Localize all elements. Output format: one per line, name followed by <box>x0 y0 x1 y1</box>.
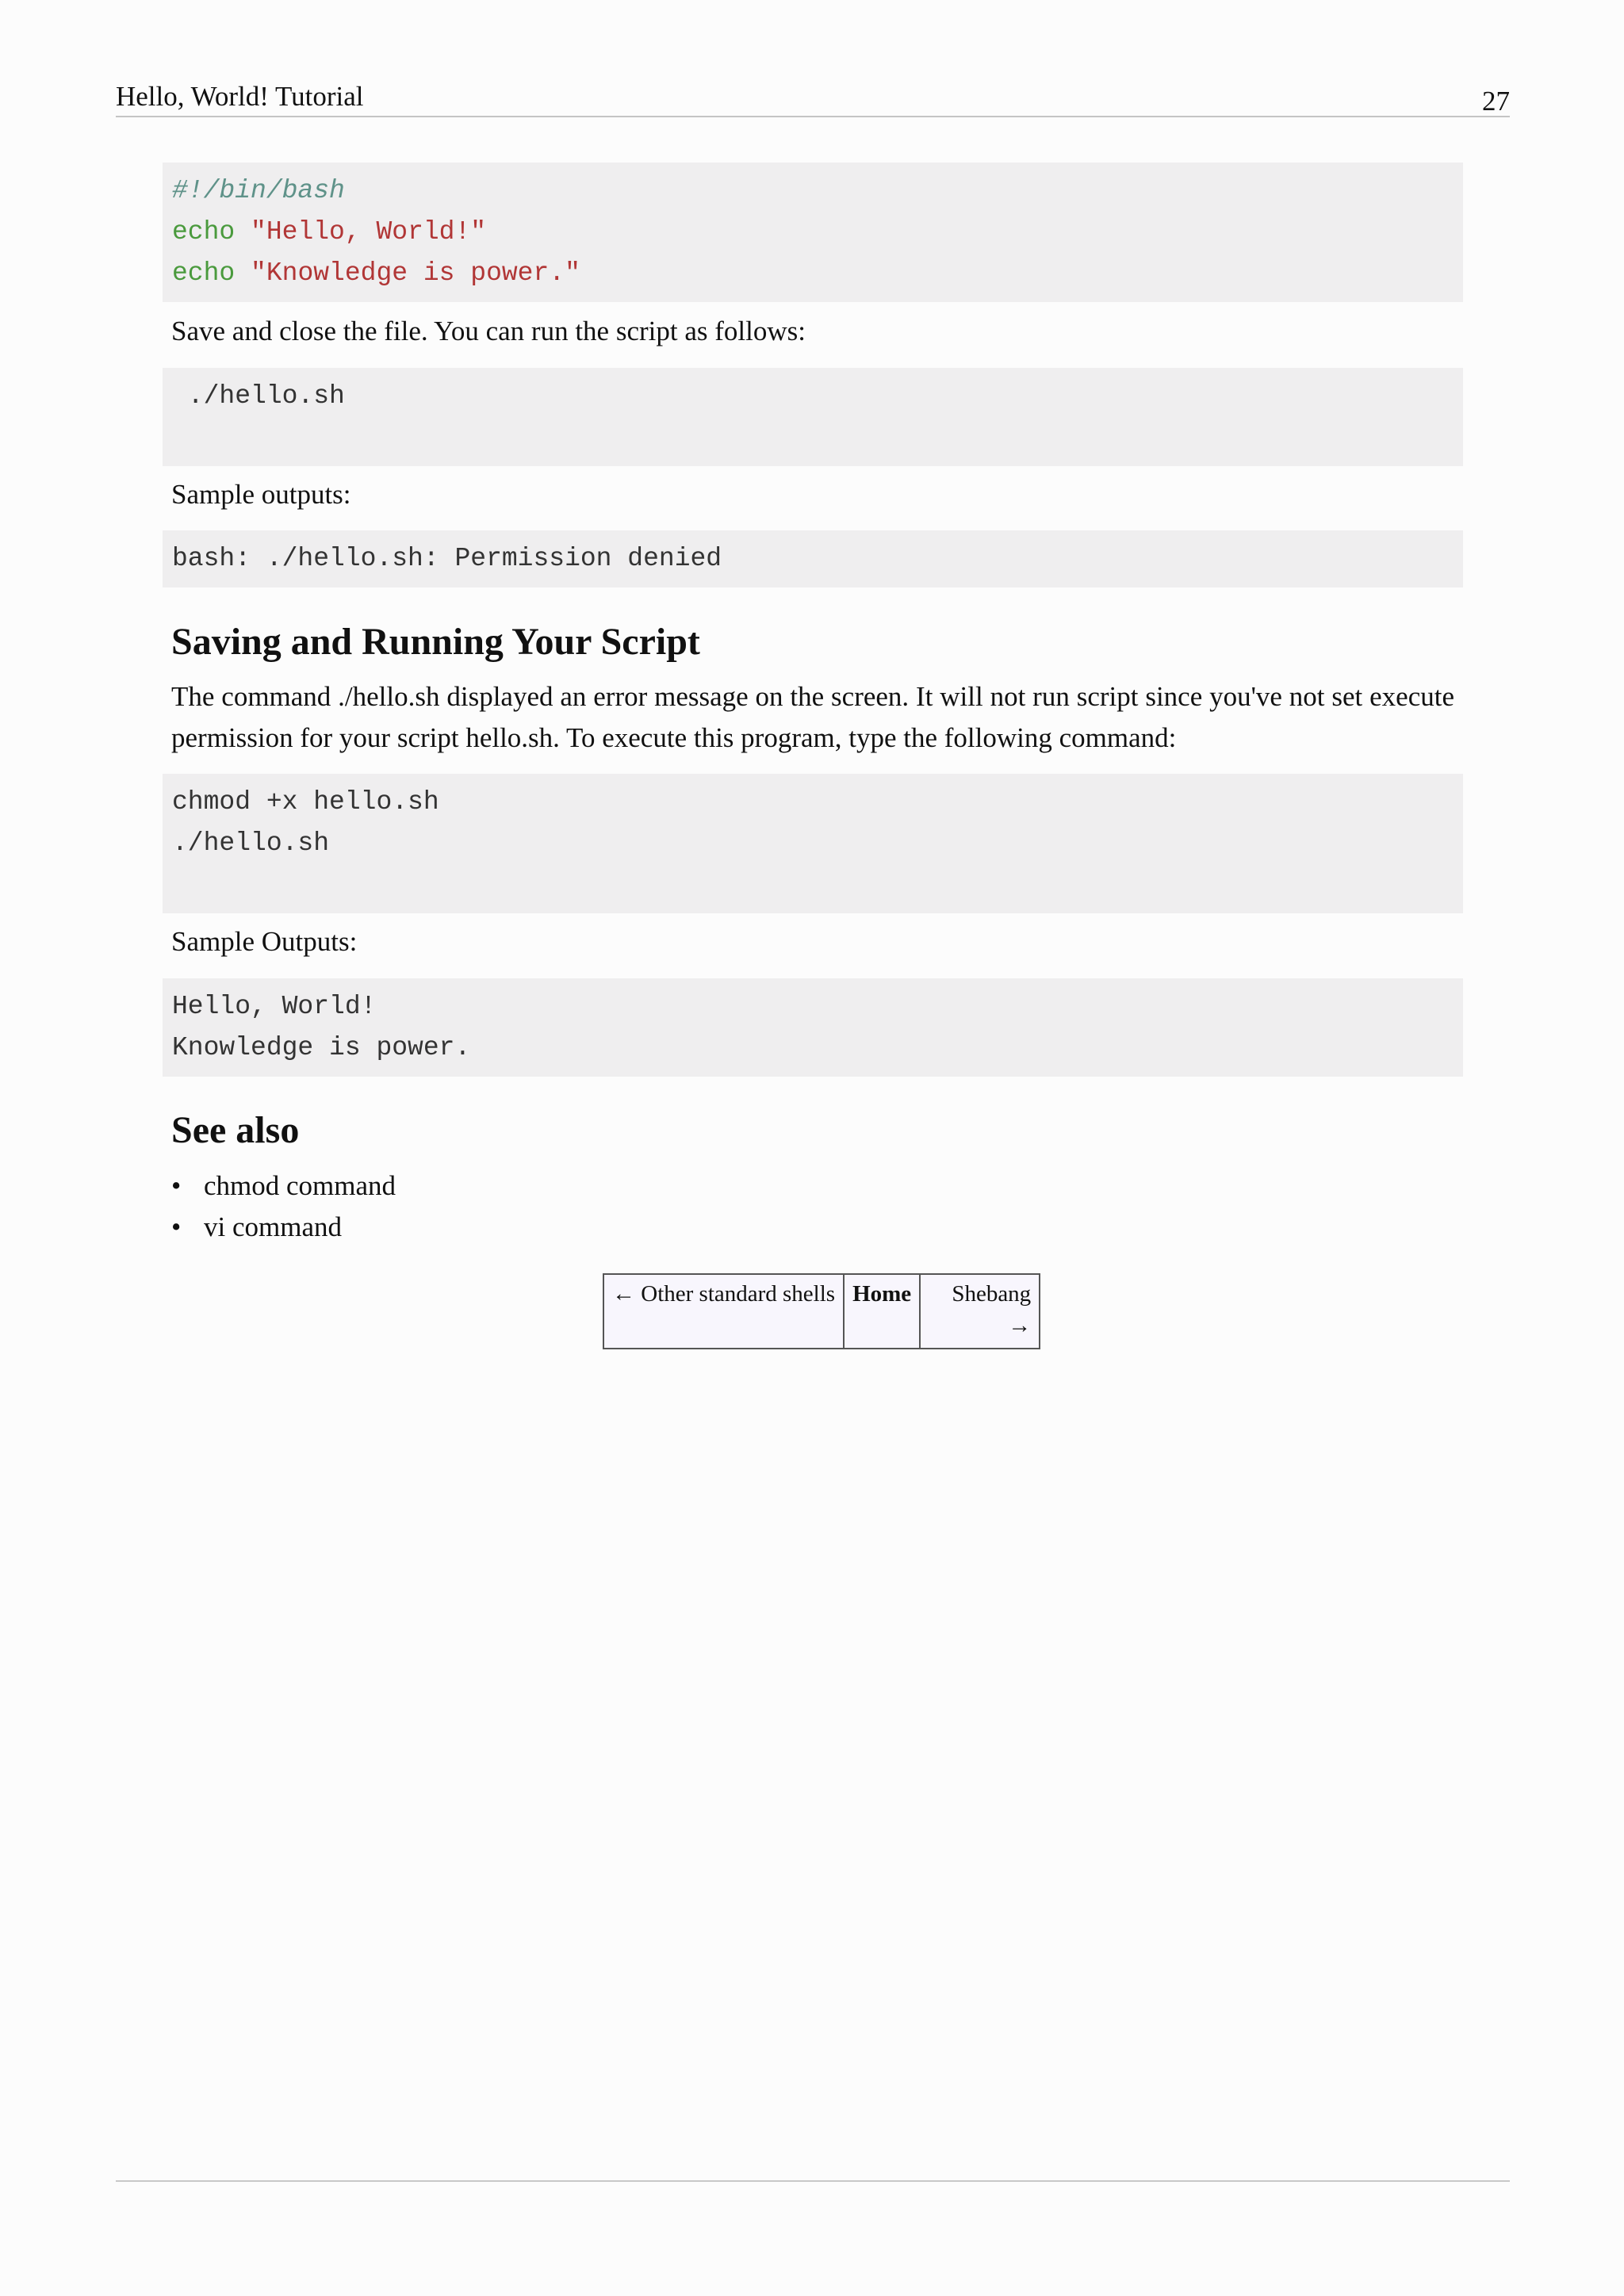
see-also-list <box>171 1165 396 1248</box>
code-line: ./hello.sh <box>172 828 330 858</box>
nav-prev-link[interactable]: ← Other standard shells <box>603 1274 844 1349</box>
code-comment: #!/bin/bash <box>172 176 345 205</box>
code-block-script <box>163 163 1463 302</box>
paragraph-save: Save and close the file. You can run the script as follows: <box>171 316 806 346</box>
code-line: Knowledge is power. <box>172 1033 471 1062</box>
code-string: "Knowledge is power." <box>251 258 580 288</box>
footer-rule <box>116 2180 1510 2182</box>
list-item <box>171 1207 396 1248</box>
link-chmod-command[interactable]: chmod command <box>204 1170 396 1201</box>
code-line: chmod +x hello.sh <box>172 787 439 817</box>
section-heading-see-also: See also <box>171 1109 300 1151</box>
paragraph-sample-outputs-2: Sample Outputs: <box>171 926 358 957</box>
code-keyword: echo <box>172 258 236 288</box>
arrow-right-icon: → <box>1008 1313 1032 1338</box>
paragraph-sample-outputs: Sample outputs: <box>171 479 351 510</box>
code-line <box>172 212 1463 253</box>
code-block-error <box>163 530 1463 587</box>
page-number: 27 <box>1482 86 1510 117</box>
bullet: • <box>171 1211 182 1242</box>
code-line <box>172 253 1463 294</box>
nav-next-label: Shebang <box>952 1281 1032 1307</box>
link-vi-command[interactable]: vi command <box>204 1211 342 1242</box>
navigation-table <box>603 1273 1040 1349</box>
code-line: bash: ./hello.sh: Permission denied <box>172 544 722 573</box>
code-string: "Hello, World!" <box>251 217 487 247</box>
code-block-chmod <box>163 774 1463 913</box>
page-header <box>116 78 1510 117</box>
nav-home-link[interactable]: Home <box>844 1274 920 1349</box>
list-item <box>171 1165 396 1207</box>
code-line: ./hello.sh <box>172 381 345 411</box>
bullet: • <box>171 1170 182 1201</box>
navigation-row <box>603 1274 1040 1349</box>
nav-next-link[interactable] <box>920 1274 1040 1349</box>
running-title: Hello, World! Tutorial <box>116 81 364 112</box>
section-heading-saving: Saving and Running Your Script <box>171 621 700 663</box>
code-line: Hello, World! <box>172 992 377 1021</box>
code-block-run <box>163 368 1463 466</box>
code-line <box>172 170 1463 212</box>
paragraph-saving: The command ./hello.sh displayed an error message on the screen. It will not run script since you've not set execute permission for your script hello.sh. To execute this program, type the following command: <box>171 681 1454 753</box>
code-block-output <box>163 978 1463 1077</box>
code-keyword: echo <box>172 217 236 247</box>
